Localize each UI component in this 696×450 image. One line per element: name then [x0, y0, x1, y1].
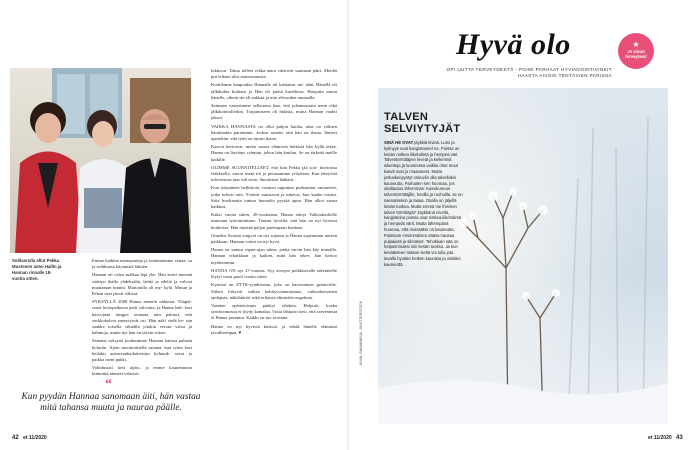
paragraph: Samana syksynä joudutimme Hannan kanssa pahaan kolariin. Ajoin moottoritiellä satanta, kun tytön kasi heilahti autonvanhailaitteisiin kohtauk- sessa ja paikka meni pakki.: [92, 338, 192, 363]
paragraph: Emme kaikkia menoparteja ja toimintamme venaa- sa ja suihkuusa käynnistä lähtien.: [92, 258, 192, 270]
article-column-2: [211, 68, 337, 423]
pull-quote: Kun pyydän Hannaa sanomaan äiti, hän vastaa mitä tahansa muuta ja nauraa päälle.: [21, 392, 201, 413]
paragraph: Hanna on saanut vapaa-ajan tukea, jonka turvin hän käy muualla. Hannan teknikkaat ja kaiken, mitä hän tekee, hän kertoo myöhemmin.: [211, 247, 337, 265]
paragraph: Saimaan vastasimme sellaisena kun, että juhannusaisa meni eikä jälkikontrolleihin. Toipumiseen oli hidasta, mutta Hannan vauhti jaksoi.: [211, 103, 337, 121]
paragraph: Vasnien epätietoisuus päättyi vihdoin. Helpotti, koska syndroomassa ei löydy kamalaa. Vasta lähipiiri tiesi, että sarvemmat ei Hanna joutunut. Kaikki on nyt avoinna.: [211, 302, 337, 321]
paragraph: Kasvot kertoivat, miten suuria elämisen hetkistä hän kyllä tekee. Hanna on löytänyt ryhmän, johon hän kuuluu. Se on tärkeää meille kaikille.: [211, 144, 337, 162]
section-title: Hyvä olo: [456, 28, 571, 61]
paragraph: Valtidustati tiesi täjäsi, ja emme kauneimmat kiinnittiä tänneet vahvisti.: [92, 365, 192, 377]
article-body: [384, 140, 464, 268]
photo-caption: Sotilasrulla ollut Pekka Mustonen antoi Hallin ja Hannan rinnalle 18-vuotta sitten.: [12, 258, 62, 281]
badge-text: Ja sinun terveytesi!: [625, 49, 647, 60]
magazine-issue: et 11/2020: [23, 435, 47, 441]
footer-right: [648, 435, 683, 441]
section-subtitle: OPI UUTTA TERVEYDESTÄ · POIMI PARHAAT HYVINVOINTIVINKIT · HAASTA AIVOSI TENTÄVIEN PARISSA: [446, 67, 612, 79]
paragraph: VAIKKA HANNASTA on ollut paljon huolta, aina on välinen hauskaakin paremmin. Joskus sanoin, että hän on ihana. Ihmeet ajatteltiin, että tyttö on täysin ihana.: [211, 123, 337, 142]
family-photo: [10, 68, 191, 253]
paragraph: OLIMME SUUNNITELLEET, että kun Pekka jää soti- lasvirasta eläkkeelle, sanon itseni irti ja perustamme yrityksen. Kun tehtyöitä tulevaisuus taas tuli esiin, ilmoittivat lääkärit.: [211, 164, 337, 183]
page-number: 42: [12, 435, 19, 441]
paragraph: Hannan oli valoa malkaa läpi yhe. Hän asetti merenä särkiyn ihalla yhdeksältä, hetää ja edeltä ja valvoa muutaman tunnin. Muttonilla oli my- kylä. Minun ja Pekan uzet järvät välissä.: [92, 272, 192, 297]
paragraph: SYKSYLLÄ 2008 Hanna menetti näkönsä. Tilapäi- sessä hoitopaikassa petti valvonta, ja Hanna hak- kasi kasvojaan sängyn reunaan niin pahasti, että verkkokalvot repeytyivät irti. Hän näki vielä ke- sän saakka toisella silmällä jotakin verran valoa ja hahmoja, mutta nyt hän on täysin sokea.: [92, 299, 192, 336]
paragraph: HANNA ON nyt 27-vuotias. Syy aivojen poikkeavalle rakenteelle löytyi vasta puoli vuotta sitten.: [211, 267, 337, 280]
article-lead: SINÄ HE OVAT: [384, 140, 414, 145]
article-title: TALVEN SELVIYTYJÄT: [384, 111, 461, 135]
article-box: [384, 112, 464, 268]
page-number: 43: [676, 435, 683, 441]
paragraph: Onneksi Sotasta ympyrä on nyt sujunut ja Hanna sopeutunut uuteen paikkaan. Hannan vointi on nyt hyvä.: [211, 232, 337, 245]
footer-left: [12, 435, 47, 441]
quote-mark-icon: “: [105, 377, 112, 392]
page-gutter: [347, 0, 349, 450]
paragraph: Kotitilanne kaupunkia Hannalle oli kahtaisar mi- tään. Hänellä oli jälkikohta kohtaus ja Hän oli pääsä kurtelinsa. Huojutin sanon hänelle, oikein sin eli aukkaa ja niin alivuoden raunaalla.: [211, 82, 337, 100]
section-badge: [618, 33, 654, 69]
star-icon: ★: [632, 40, 640, 49]
paragraph: Hanna on nyt hyvissä käsissä, ja tehdä hänelle elämästä tavallisempaa. ♥: [211, 323, 337, 335]
paragraph: Kun työpaineet hellittivät, vasnien uupumus purkaantui sairauteen, jotka tulivat niin. Ystävät muistavat ja tukevat, kun kauhu toistui. Siitä huolimatta tuntuu huonolta pyytää apua. Hän alkoi sanoa kaikkea.: [211, 185, 337, 210]
article-text: jäykkiä kivisä. Lumi ja kylmyys ovat kangistaneet ne. Poissa on kesän notkea liikehdintä ja hempeä väri. Talventörröttäjien leveät ja kellerimiä siluetteja jä luonnossa vaikka ohut muut kasvit ovat jo maatuneet. Mutta joskaikenpystyt onkuviin olla talvellakin kauneutta. Parhaiten sen huomaa, jos ukaltautuu lähemmäs. Kasvikunnan talventörröttäjille, hevilla ja ruohoilla, se on saenatsekon ja tasaa. Osalla on jäljellä kesän luokoa. Mutta emmä me ihmisen talven törröttäjiä? Jäykkänä nivellä, kangisteina poissa ovat notkea liikehdintä ja hempeät värit. Mutta lähempänä huomaa, että meissäkin on kauneutta. Poissaon ensimmäisen sääsa nausaa pulpaiasti ja silmäiset. Tehokkain sää on helpoimmaksi niin kesän tuoksu. Ja kun kevätteleen mitaan sieltä voi tulla jota tavalla hyvään hetken kaunista ja vieläkin kauneuttä.: [384, 140, 463, 267]
magazine-issue: et 11/2020: [648, 435, 672, 441]
photo-credit: KUVA: RAHAMARJA - SHUTTERSTOCK: [359, 300, 363, 365]
paragraph: lukkoon. Takaa tulleet rekka-autot väistivät saatuaan päiti. Meidät piti leikata ulos autonromusta.: [211, 68, 337, 80]
paragraph: Kaksi vuotta sitten, 26-vuotiaana, Hanna siirtyi Valkeakoskelle asumaan työtoimintaan. Tuntuu hyvältä, että hän on nyt hyvissä hoidoissa. Hän näyttää paljon parempaan kotiinsa.: [211, 212, 337, 230]
paragraph: Kysessä on ZTTK-syndrooma, joka on harvinainen geenivirhe. Siihen liittyvät vaikea kehitysvammaisuus, vaikeahoitoinen epilepsia, näköhäiriöt sekä erilaisia elimistön ongelmia.: [211, 282, 337, 300]
article-column-1: [92, 258, 192, 378]
